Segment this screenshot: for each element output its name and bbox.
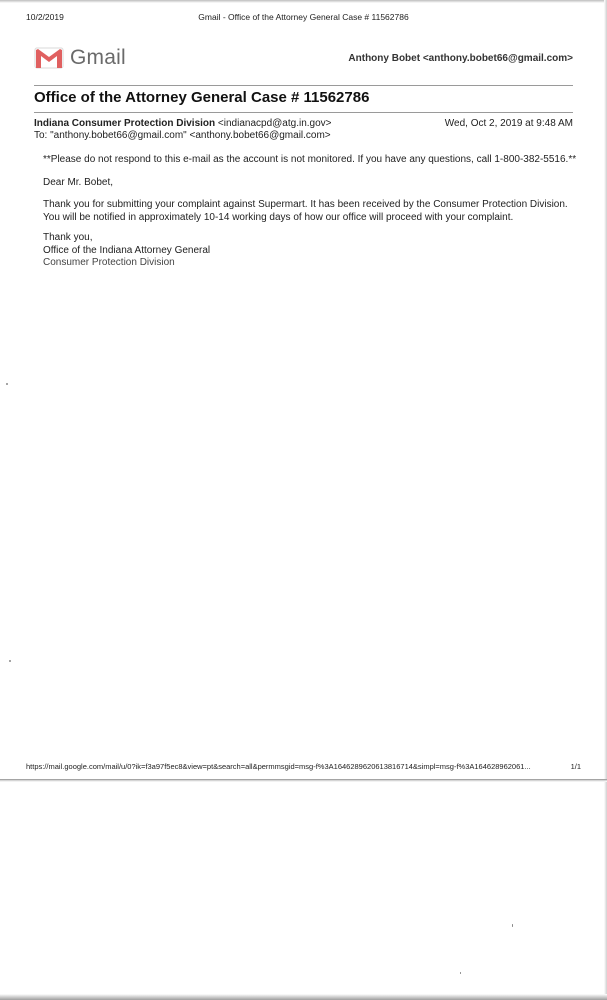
message-paragraph	[43, 199, 573, 224]
sender-name: Indiana Consumer Protection Division	[34, 118, 216, 129]
notice-text: **Please do not respond to this e-mail as the account is not monitored. If you have any questions, call 1-800-382-5516.**	[43, 154, 577, 165]
print-title: Gmail - Office of the Attorney General Case # 11562786	[198, 12, 409, 22]
recipient-line: To: "anthony.bobet66@gmail.com" <anthony.bobet66@gmail.com>	[34, 130, 331, 141]
gmail-envelope-icon	[34, 47, 64, 69]
print-url: https://mail.google.com/mail/u/0?ik=f3a97f5ec8&view=pt&search=all&permmsgid=msg-f%3A1646289620613816714&simpl=msg-f%3A164628962061...	[26, 762, 531, 771]
sender-address[interactable]: <indianacpd@atg.in.gov>	[217, 118, 332, 129]
message-line-1: Thank you for submitting your complaint against Supermart. It has been received by the Consumer Protection Division.	[43, 199, 568, 210]
scan-edge-top	[0, 0, 607, 3]
scan-speck	[512, 924, 513, 927]
scan-speck	[460, 972, 461, 974]
subject-divider	[34, 112, 573, 113]
message-line-2: You will be notified in approximately 10-14 working days of how our office will proceed with your complaint.	[43, 211, 514, 223]
signature-division: Consumer Protection Division	[43, 257, 175, 268]
gmail-logo[interactable]	[34, 44, 126, 72]
greeting-paragraph	[43, 177, 573, 190]
gmail-wordmark: Gmail	[70, 46, 126, 69]
email-subject: Office of the Attorney General Case # 11562786	[34, 89, 370, 106]
signature-block	[43, 232, 573, 270]
scan-speck	[6, 383, 8, 385]
account-label: Anthony Bobet <anthony.bobet66@gmail.com>	[348, 53, 573, 64]
signature-office: Office of the Indiana Attorney General	[43, 244, 211, 256]
scan-edge-bottom	[0, 994, 607, 1000]
page-break	[0, 779, 607, 782]
sent-date: Wed, Oct 2, 2019 at 9:48 AM	[444, 118, 573, 129]
print-date: 10/2/2019	[26, 12, 64, 22]
sender-line	[34, 118, 573, 129]
header-divider	[34, 85, 573, 86]
closing-text: Thank you,	[43, 232, 93, 243]
greeting-text: Dear Mr. Bobet,	[43, 177, 114, 188]
page-number: 1/1	[570, 762, 581, 771]
scan-speck	[9, 660, 11, 662]
notice-paragraph	[43, 154, 577, 167]
